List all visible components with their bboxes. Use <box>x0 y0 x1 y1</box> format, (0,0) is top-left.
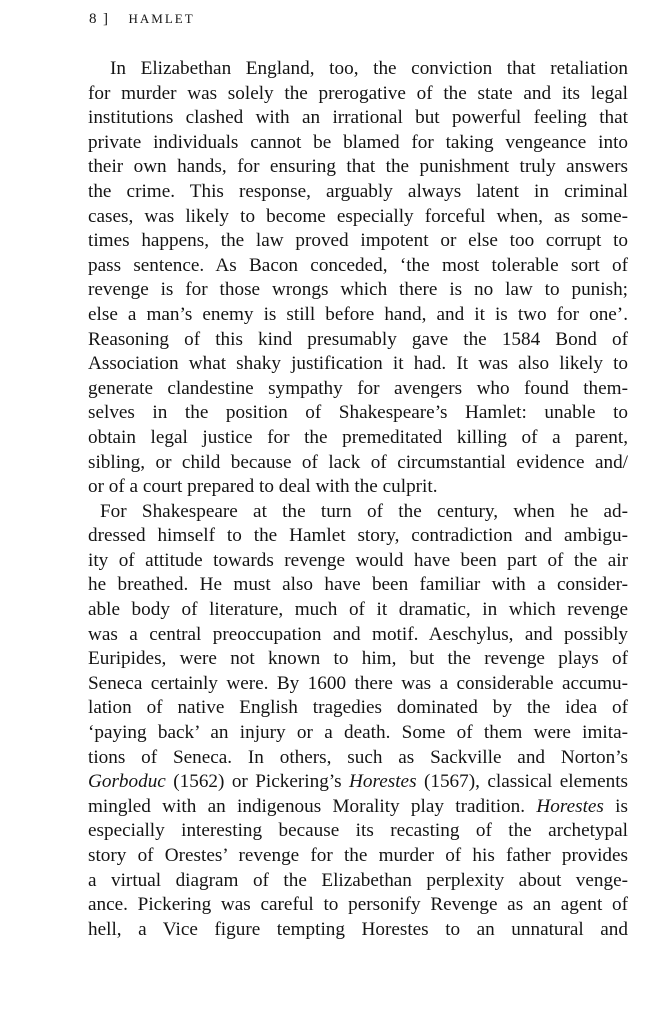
title-horestes: Horestes <box>536 795 604 817</box>
text-line: ‘paying back’ an injury or a death. Some of them were imita- <box>88 722 628 744</box>
text-fragment: (1567), classical elements <box>416 771 628 793</box>
paragraph-1 <box>88 57 628 500</box>
text-line: especially interesting because its recasting of the archetypal <box>88 820 628 842</box>
text-line: institutions clashed with an irrational but powerful feeling that <box>88 107 628 129</box>
text-line: story of Orestes’ revenge for the murder of his father provides <box>88 845 628 866</box>
text-line: pass sentence. As Bacon conceded, ‘the most tolerable sort of <box>88 254 628 276</box>
text-line: or of a court prepared to deal with the culprit. <box>88 476 438 498</box>
text-line: hell, a Vice figure tempting Horestes to an unnatural and <box>88 918 628 940</box>
text-line: ity of attitude towards revenge would have been part of the air <box>88 549 628 571</box>
text-line-horestes <box>88 795 628 820</box>
text-line: cases, was likely to become especially forceful when, as some- <box>88 205 628 227</box>
text-line: revenge is for those wrongs which there is no law to punish; <box>88 279 628 301</box>
text-line: for murder was solely the prerogative of the state and its legal <box>88 82 628 104</box>
header-bracket: ] <box>103 11 109 27</box>
title-gorboduc: Gorboduc <box>88 771 166 793</box>
body-text <box>88 57 628 942</box>
page-number: 8 <box>89 11 97 27</box>
text-line: generate clandestine sympathy for avengers who found them- <box>88 377 628 399</box>
text-line: Seneca certainly were. By 1600 there was a considerable accumu- <box>88 672 628 694</box>
text-line: lation of native English tragedies dominated by the idea of <box>88 697 628 719</box>
running-head <box>89 11 195 28</box>
text-line: the crime. This response, arguably always latent in criminal <box>88 180 628 202</box>
text-line: he breathed. He must also have been familiar with a consider- <box>88 574 628 596</box>
text-fragment: is <box>603 795 628 817</box>
text-line: obtain legal justice for the premeditated killing of a parent, <box>88 426 628 448</box>
text-line: able body of literature, much of it dramatic, in which revenge <box>88 599 628 621</box>
text-line-gorboduc <box>88 770 628 795</box>
running-title: HAMLET <box>128 11 195 26</box>
title-horestes: Horestes <box>349 771 417 793</box>
text-line: In Elizabethan England, too, the conviction that retaliation <box>110 58 628 79</box>
text-line: was a central preoccupation and motif. Aeschylus, and possibly <box>88 623 628 645</box>
text-line: their own hands, for ensuring that the punishment truly answers <box>88 156 628 178</box>
text-line: dressed himself to the Hamlet story, contradiction and ambigu- <box>88 525 628 547</box>
text-line: Association what shaky justification it had. It was also likely to <box>88 353 628 375</box>
text-line: tions of Seneca. In others, such as Sackville and Norton’s <box>88 746 628 768</box>
text-line: Reasoning of this kind presumably gave the 1584 Bond of <box>88 328 628 350</box>
text-line: times happens, the law proved impotent or else too corrupt to <box>88 230 628 252</box>
text-line: Euripides, were not known to him, but the revenge plays of <box>88 648 628 670</box>
text-line: For Shakespeare at the turn of the century, when he ad- <box>100 500 628 522</box>
text-line: ance. Pickering was careful to personify Revenge as an agent of <box>88 894 628 916</box>
text-line: else a man’s enemy is still before hand, and it is two for one’. <box>88 303 628 325</box>
text-fragment: (1562) or Pickering’s <box>165 771 350 793</box>
text-line: a virtual diagram of the Elizabethan perplexity about venge- <box>88 869 628 891</box>
text-line: selves in the position of Shakespeare’s Hamlet: unable to <box>88 402 628 424</box>
text-fragment: mingled with an indigenous Morality play tradition. <box>88 795 537 817</box>
text-line: sibling, or child because of lack of circumstantial evidence and/ <box>88 451 628 473</box>
paragraph-2 <box>88 500 628 943</box>
text-line: private individuals cannot be blamed for taking vengeance into <box>88 131 628 153</box>
